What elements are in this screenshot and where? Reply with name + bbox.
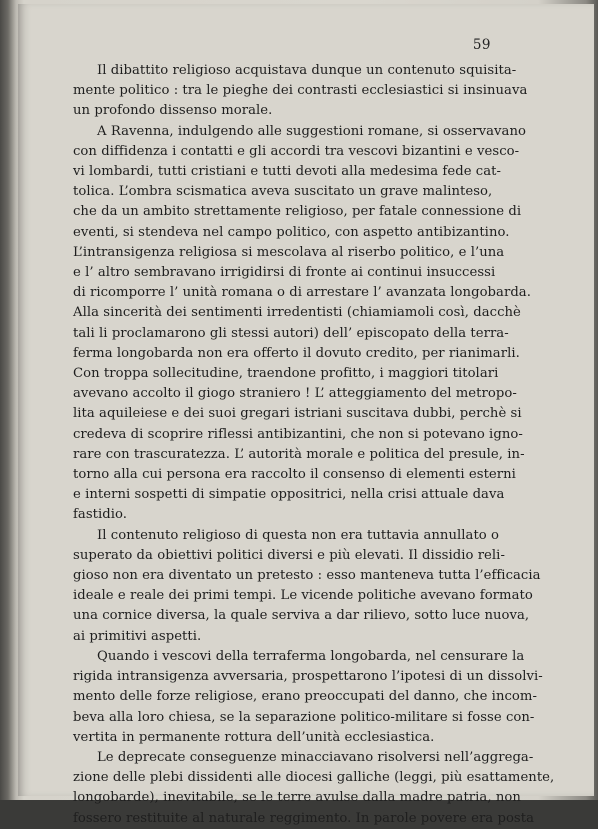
text-line: tali li proclamarono gli stessi autori) dell’ episcopato della terra-	[73, 325, 509, 341]
paragraph	[73, 526, 541, 647]
paragraph	[73, 122, 531, 526]
text-line: vi lombardi, tutti cristiani e tutti devoti alla medesima fede cat-	[73, 164, 502, 180]
text-line: un profondo dissenso morale.	[73, 103, 273, 119]
text-line: beva alla loro chiesa, se la separazione politico-militare si fosse con-	[73, 709, 535, 725]
text-line: una cornice diversa, la quale serviva a dar rilievo, sotto luce nuova,	[73, 608, 530, 624]
paragraph	[73, 647, 543, 748]
text-line: A Ravenna, indulgendo alle suggestioni romane, si osservavano	[97, 123, 527, 139]
text-line: rigida intransigenza avversaria, prospettarono l’ipotesi di un dissolvi-	[73, 669, 543, 685]
text-line: Con troppa sollecitudine, traendone profitto, i maggiori titolari	[73, 366, 499, 382]
page-number: 59	[472, 37, 491, 53]
text-line: L’intransigenza religiosa si mescolava al riserbo politico, e l’una	[73, 244, 505, 260]
text-line: Quando i vescovi della terraferma longobarda, nel censurare la	[97, 648, 525, 664]
text-line: Il dibattito religioso acquistava dunque un contenuto squisita-	[97, 63, 517, 78]
paragraph	[73, 61, 528, 122]
text-line: ferma longobarda non era offerto il dovuto credito, per rianimarli.	[73, 345, 520, 361]
text-line: superato da obiettivi politici diversi e più elevati. Il dissidio reli-	[73, 547, 505, 563]
text-line: mente politico : tra le pieghe dei contrasti ecclesiastici si insinuava	[73, 83, 528, 99]
text-line: Il contenuto religioso di questa non era tuttavia annullato o	[97, 527, 500, 543]
text-line: mento delle forze religiose, erano preoccupati del danno, che incom-	[73, 689, 537, 705]
text-line: ideale e reale dei primi tempi. Le vicende politiche avevano formato	[73, 588, 533, 604]
text-line: tolica. L’ombra scismatica aveva suscitato un grave malinteso,	[73, 184, 493, 200]
text-line: Le deprecate conseguenze minacciavano risolversi nell’aggrega-	[97, 749, 534, 765]
text-line: ai primitivi aspetti.	[73, 628, 202, 644]
text-line: eventi, si stendeva nel campo politico, con aspetto antibizantino.	[73, 224, 510, 240]
text-line: gioso non era diventato un pretesto : esso manteneva tutta l’efficacia	[73, 568, 541, 584]
text-line: che da un ambito strettamente religioso, per fatale connessione di	[73, 204, 522, 220]
text-line: con diffidenza i contatti e gli accordi tra vescovi bizantini e vesco-	[73, 143, 520, 159]
text-line: vertita in permanente rottura dell’unità ecclesiastica.	[73, 729, 435, 745]
text-line: avevano accolto il giogo straniero ! L’ atteggiamento del metropo-	[73, 386, 517, 402]
text-line: e l’ altro sembravano irrigidirsi di fronte ai continui insuccessi	[73, 265, 496, 281]
paragraph	[73, 748, 555, 829]
text-line: credeva di scoprire riflessi antibizantini, che non si potevano igno-	[73, 426, 523, 442]
text-line: fossero restituite al naturale reggimento. In parole povere era posta	[73, 810, 535, 826]
text-line: torno alla cui persona era raccolto il consenso di elementi esterni	[73, 467, 516, 483]
text-line: longobarde), inevitabile, se le terre avulse dalla madre patria, non	[73, 790, 521, 806]
text-line: zione delle plebi dissidenti alle diocesi galliche (leggi, più esattamente,	[73, 770, 555, 786]
text-line: fastidio.	[73, 507, 128, 523]
text-line: lita aquileiese e dei suoi gregari istriani suscitava dubbi, perchè si	[73, 406, 522, 422]
text-line: di ricomporre l’ unità romana o di arrestare l’ avanzata longobarda.	[73, 285, 531, 301]
text-line: e interni sospetti di simpatie oppositrici, nella crisi attuale dava	[73, 487, 505, 503]
text-line: rare con trascuratezza. L’ autorità morale e politica del presule, in-	[73, 446, 525, 462]
text-line: Alla sincerità dei sentimenti irredentisti (chiamiamoli così, dacchè	[73, 305, 521, 321]
body-text	[73, 61, 555, 829]
